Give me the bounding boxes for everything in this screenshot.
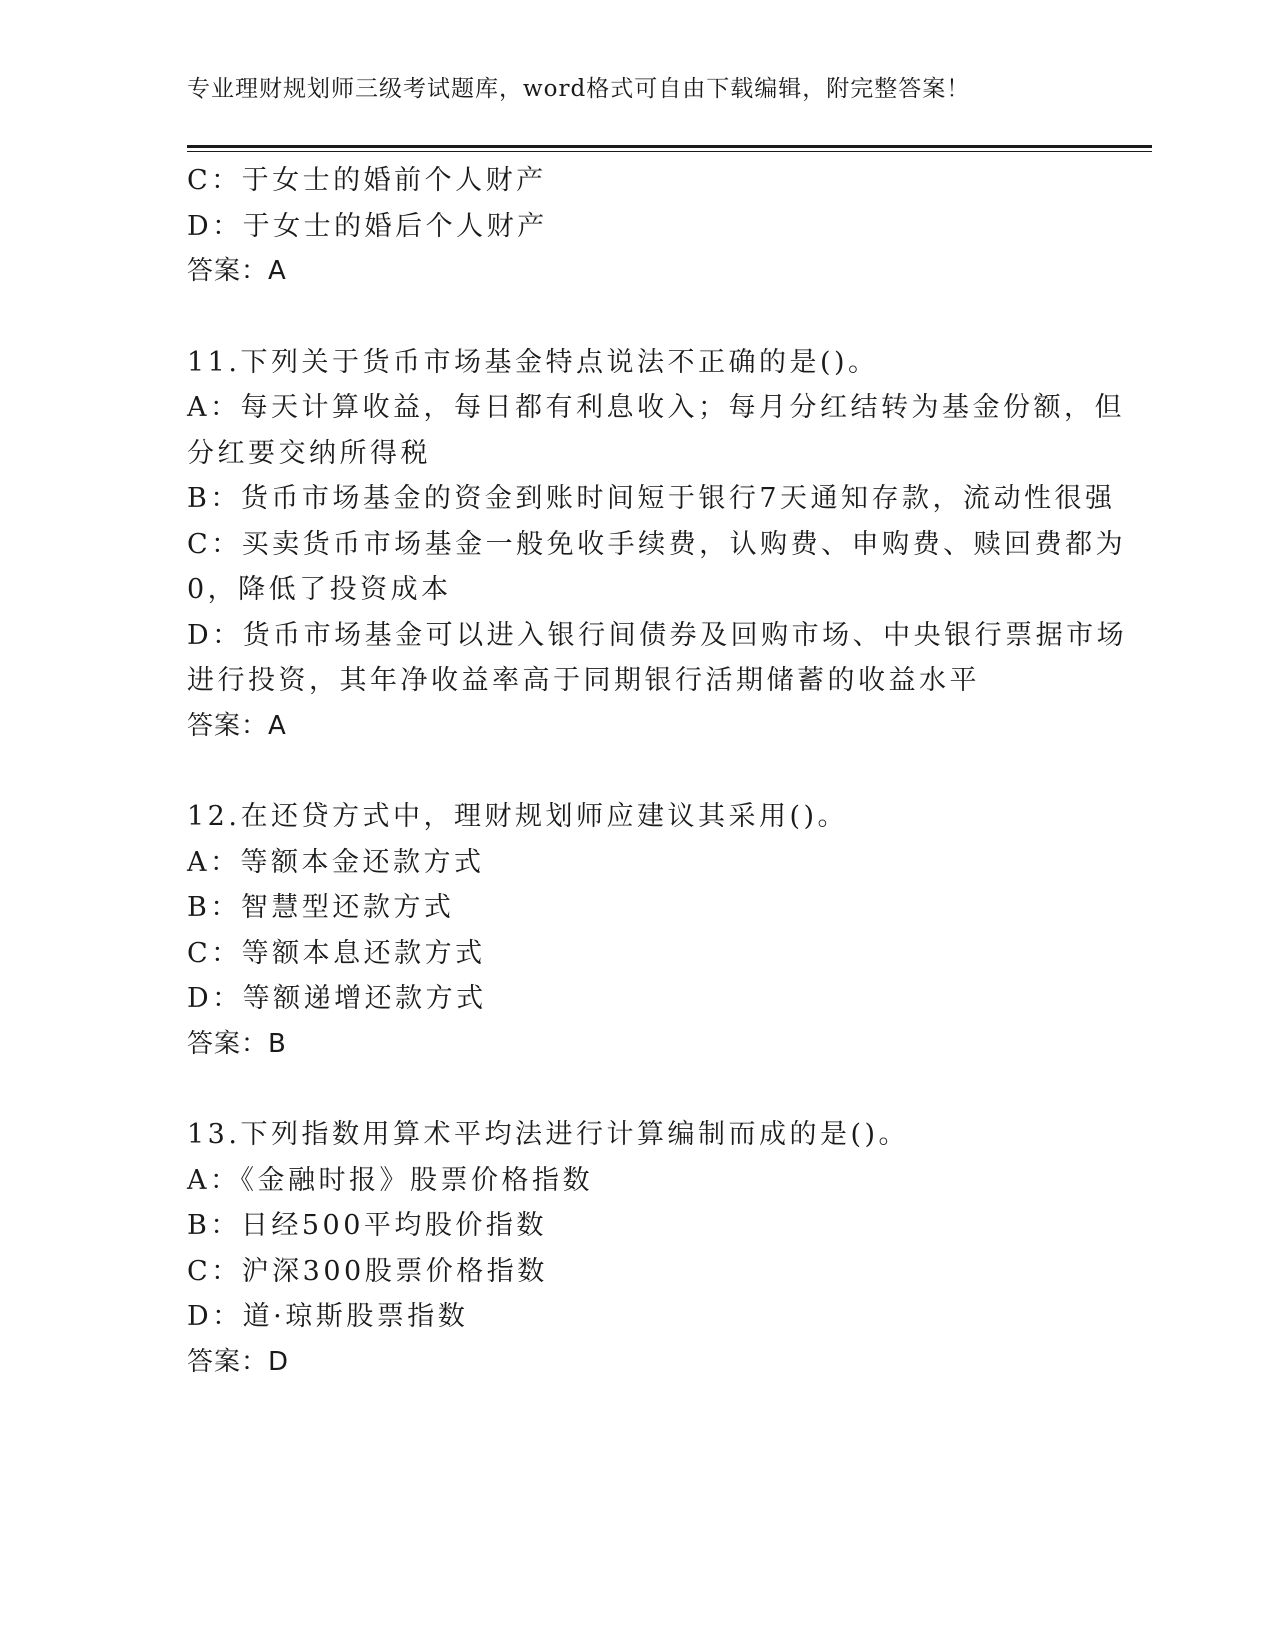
spacer (187, 749, 1082, 794)
option-d-continued: 进行投资，其年净收益率高于同期银行活期储蓄的收益水平 (187, 665, 980, 696)
option-b: B：日经500平均股价指数 (187, 1210, 547, 1241)
question-stem: 13.下列指数用算术平均法进行计算编制而成的是()。 (187, 1119, 910, 1150)
question-12 (187, 794, 1082, 1067)
answer-line: 答案：B (187, 1028, 287, 1059)
question-10 (187, 158, 1082, 295)
question-stem: 12.在还贷方式中，理财规划师应建议其采用()。 (187, 801, 849, 832)
answer-line: 答案：D (187, 1346, 290, 1377)
option-b: B：货币市场基金的资金到账时间短于银行7天通知存款，流动性很强 (187, 483, 1116, 514)
answer-line: 答案：A (187, 710, 287, 741)
option-d: D：货币市场基金可以进入银行间债券及回购市场、中央银行票据市场 (187, 619, 1128, 651)
spacer (187, 1067, 1082, 1112)
option-d: D：等额递增还款方式 (187, 983, 487, 1014)
option-c: C：于女士的婚前个人财产 (187, 165, 547, 196)
header-rule-thick (187, 145, 1152, 148)
header-rule-thin (187, 151, 1152, 152)
option-a-continued: 分红要交纳所得税 (187, 437, 431, 469)
question-11 (187, 340, 1128, 750)
page-header: 专业理财规划师三级考试题库，word格式可自由下载编辑，附完整答案！ (187, 76, 971, 102)
option-a: A：等额本金还款方式 (187, 846, 485, 878)
answer-line: 答案：A (187, 256, 287, 286)
question-13 (187, 1112, 1082, 1385)
option-d: D：于女士的婚后个人财产 (187, 210, 548, 242)
option-c: C：买卖货币市场基金一般免收手续费，认购费、申购费、赎回费都为 (187, 528, 1127, 560)
question-stem: 11.下列关于货币市场基金特点说法不正确的是()。 (187, 346, 879, 378)
question-list (187, 158, 1128, 1385)
option-b: B：智慧型还款方式 (187, 892, 455, 923)
option-a: A：《金融时报》股票价格指数 (187, 1164, 593, 1196)
option-c: C：等额本息还款方式 (187, 937, 486, 969)
option-a: A：每天计算收益，每日都有利息收入；每月分红结转为基金份额，但 (187, 392, 1125, 423)
option-c-continued: 0，降低了投资成本 (187, 574, 452, 605)
spacer (187, 295, 1082, 340)
option-d: D：道·琼斯股票指数 (187, 1301, 469, 1332)
option-c: C：沪深300股票价格指数 (187, 1255, 548, 1287)
